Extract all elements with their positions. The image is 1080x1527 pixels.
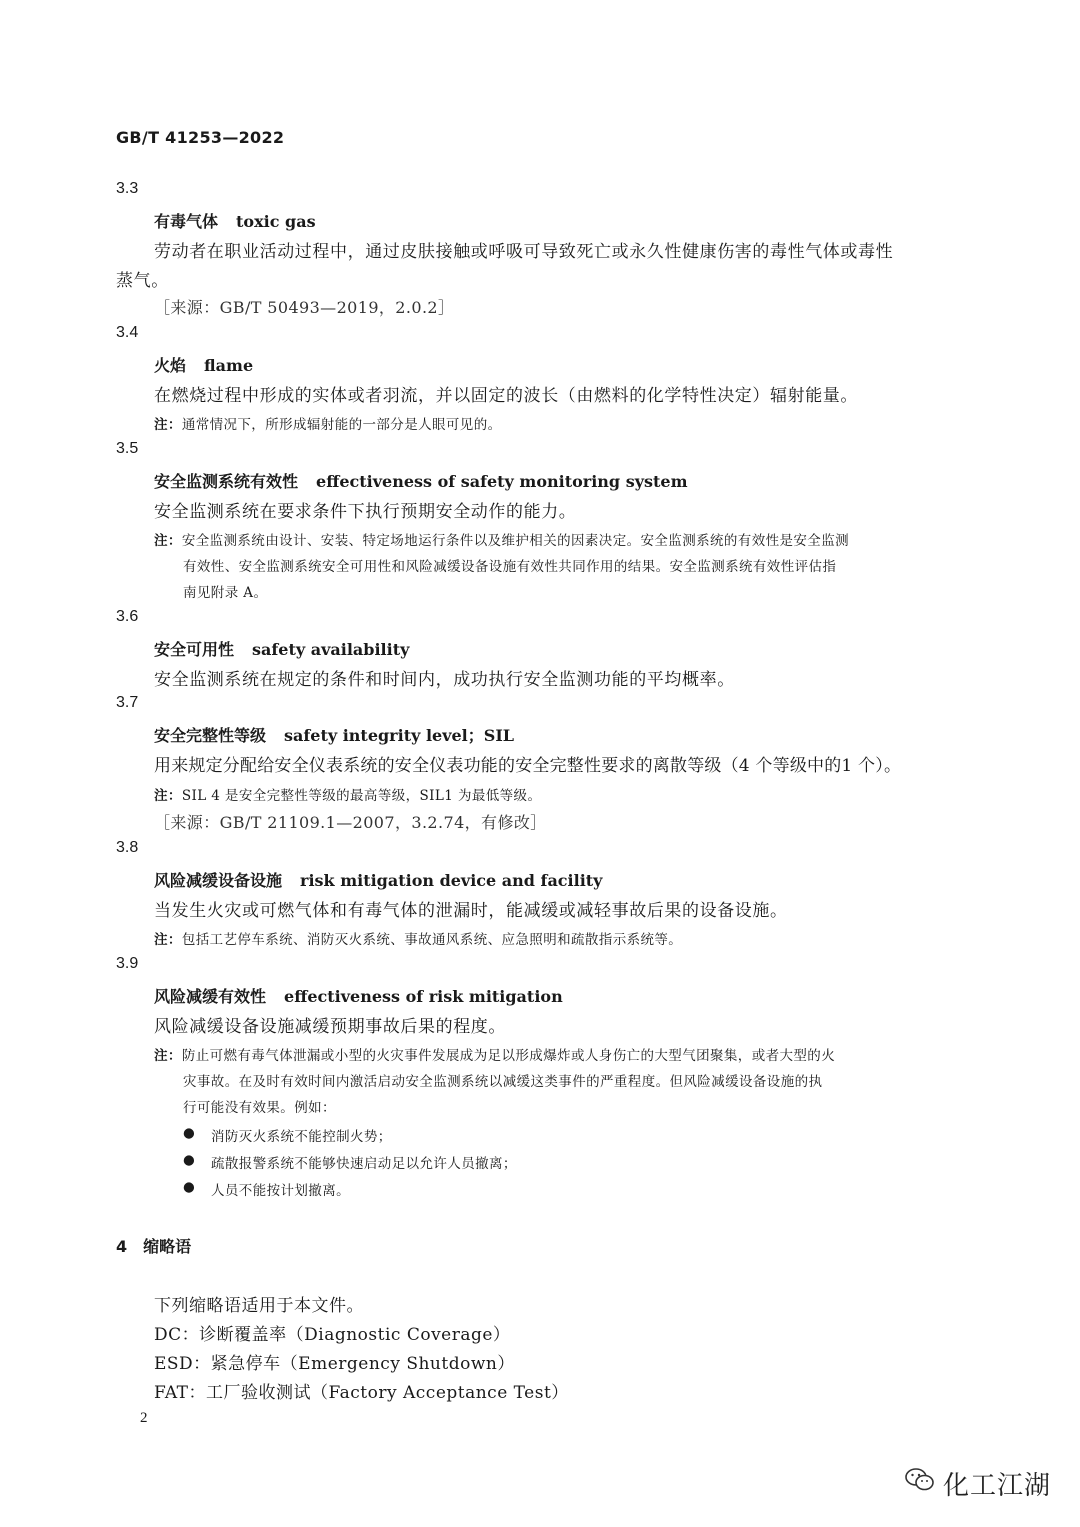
term-cn: 有毒气体 — [154, 212, 219, 231]
note-cont: 南见附录 A。 — [183, 585, 268, 601]
section-heading — [116, 1234, 191, 1257]
term-definition: 风险减缓设备设施减缓预期事故后果的程度。 — [154, 1017, 506, 1037]
term-title — [154, 723, 514, 746]
note-text: 包括工艺停车系统、消防灭火系统、事故通风系统、应急照明和疏散指示系统等。 — [181, 932, 683, 948]
term-definition-cont: 蒸气。 — [116, 271, 169, 291]
term-en: safety availability — [252, 640, 410, 659]
note — [154, 413, 502, 433]
term-en: risk mitigation device and facility — [300, 871, 603, 890]
term-definition: 安全监测系统在规定的条件和时间内，成功执行安全监测功能的平均概率。 — [154, 670, 735, 690]
bullet-item: 人员不能按计划撤离。 — [211, 1183, 350, 1199]
term-en: toxic gas — [236, 212, 316, 231]
note-cont: 行可能没有效果。例如： — [183, 1100, 336, 1116]
term-definition: 在燃烧过程中形成的实体或者羽流，并以固定的波长（由燃料的化学特性决定）辐射能量。 — [154, 386, 858, 406]
term-definition: 安全监测系统在要求条件下执行预期安全动作的能力。 — [154, 502, 577, 522]
term-definition: 劳动者在职业活动过程中，通过皮肤接触或呼吸可导致死亡或永久性健康伤害的毒性气体或毒性 — [154, 242, 894, 262]
term-en: safety integrity level；SIL — [284, 726, 515, 745]
clause-number: 3.5 — [116, 440, 139, 457]
clause-number: 3.8 — [116, 839, 139, 856]
wechat-icon — [905, 1467, 943, 1500]
abbreviation-item: DC：诊断覆盖率（Diagnostic Coverage） — [154, 1325, 511, 1345]
note-cont: 灾事故。在及时有效时间内激活启动安全监测系统以减缓这类事件的严重程度。但风险减缓设备设施的执 — [183, 1074, 823, 1090]
note-label: 注： — [154, 417, 182, 433]
page-number: 2 — [140, 1410, 148, 1426]
section-title: 缩略语 — [143, 1237, 192, 1256]
term-cn: 安全监测系统有效性 — [154, 472, 299, 491]
term-en: flame — [204, 356, 254, 375]
term-en: effectiveness of risk mitigation — [284, 987, 563, 1006]
clause-number: 3.4 — [116, 324, 139, 341]
note-label: 注： — [154, 932, 182, 948]
bullet-dot: ● — [183, 1179, 195, 1195]
source-reference: ［来源：GB/T 21109.1—2007，3.2.74，有修改］ — [154, 813, 547, 832]
bullet-item: 疏散报警系统不能够快速启动足以允许人员撤离； — [211, 1156, 517, 1172]
term-en: effectiveness of safety monitoring system — [316, 472, 688, 491]
clause-number: 3.9 — [116, 955, 139, 972]
term-cn: 火焰 — [154, 356, 187, 375]
watermark-text: 化工江湖 — [943, 1471, 1052, 1501]
bullet-dot: ● — [183, 1125, 195, 1141]
note-label: 注： — [154, 533, 182, 549]
note — [154, 529, 849, 549]
note-text: SIL 4 是安全完整性等级的最高等级，SIL1 为最低等级。 — [181, 788, 542, 804]
abbreviation-intro: 下列缩略语适用于本文件。 — [154, 1296, 364, 1316]
note-label: 注： — [154, 788, 182, 804]
note — [154, 784, 541, 804]
term-cn: 风险减缓有效性 — [154, 987, 267, 1006]
term-title — [154, 209, 316, 232]
term-title — [154, 868, 602, 891]
term-cn: 风险减缓设备设施 — [154, 871, 283, 890]
section-number: 4 — [116, 1237, 128, 1256]
note — [154, 1044, 835, 1064]
term-definition: 当发生火灾或可燃气体和有毒气体的泄漏时，能减缓或减轻事故后果的设备设施。 — [154, 901, 788, 921]
bullet-dot: ● — [183, 1152, 195, 1168]
term-title — [154, 469, 688, 492]
note-text: 安全监测系统由设计、安装、特定场地运行条件以及维护相关的因素决定。安全监测系统的有效性是安全监测 — [181, 533, 850, 549]
clause-number: 3.6 — [116, 608, 139, 625]
term-definition: 用来规定分配给安全仪表系统的安全仪表功能的安全完整性要求的离散等级（4 个等级中的1 个）。 — [154, 756, 902, 776]
document-id-header: GB/T 41253—2022 — [116, 128, 285, 147]
abbreviation-item: ESD：紧急停车（Emergency Shutdown） — [154, 1354, 515, 1374]
clause-number: 3.7 — [116, 694, 139, 711]
bullet-item: 消防灭火系统不能控制火势； — [211, 1129, 392, 1145]
note-cont: 有效性、安全监测系统安全可用性和风险减缓设备设施有效性共同作用的结果。安全监测系统有效性评估指 — [183, 559, 837, 575]
term-cn: 安全可用性 — [154, 640, 235, 659]
note-text: 防止可燃有毒气体泄漏或小型的火灾事件发展成为足以形成爆炸或人身伤亡的大型气团聚集，或者大型的火 — [181, 1048, 836, 1064]
abbreviation-item: FAT：工厂验收测试（Factory Acceptance Test） — [154, 1383, 569, 1403]
clause-number: 3.3 — [116, 180, 139, 197]
term-title — [154, 353, 253, 376]
note-text: 通常情况下，所形成辐射能的一部分是人眼可见的。 — [181, 417, 502, 433]
term-cn: 安全完整性等级 — [154, 726, 267, 745]
term-title — [154, 637, 409, 660]
source-reference: ［来源：GB/T 50493—2019，2.0.2］ — [154, 298, 455, 317]
note — [154, 928, 682, 948]
watermark — [905, 1465, 1051, 1502]
note-label: 注： — [154, 1048, 182, 1064]
term-title — [154, 984, 563, 1007]
